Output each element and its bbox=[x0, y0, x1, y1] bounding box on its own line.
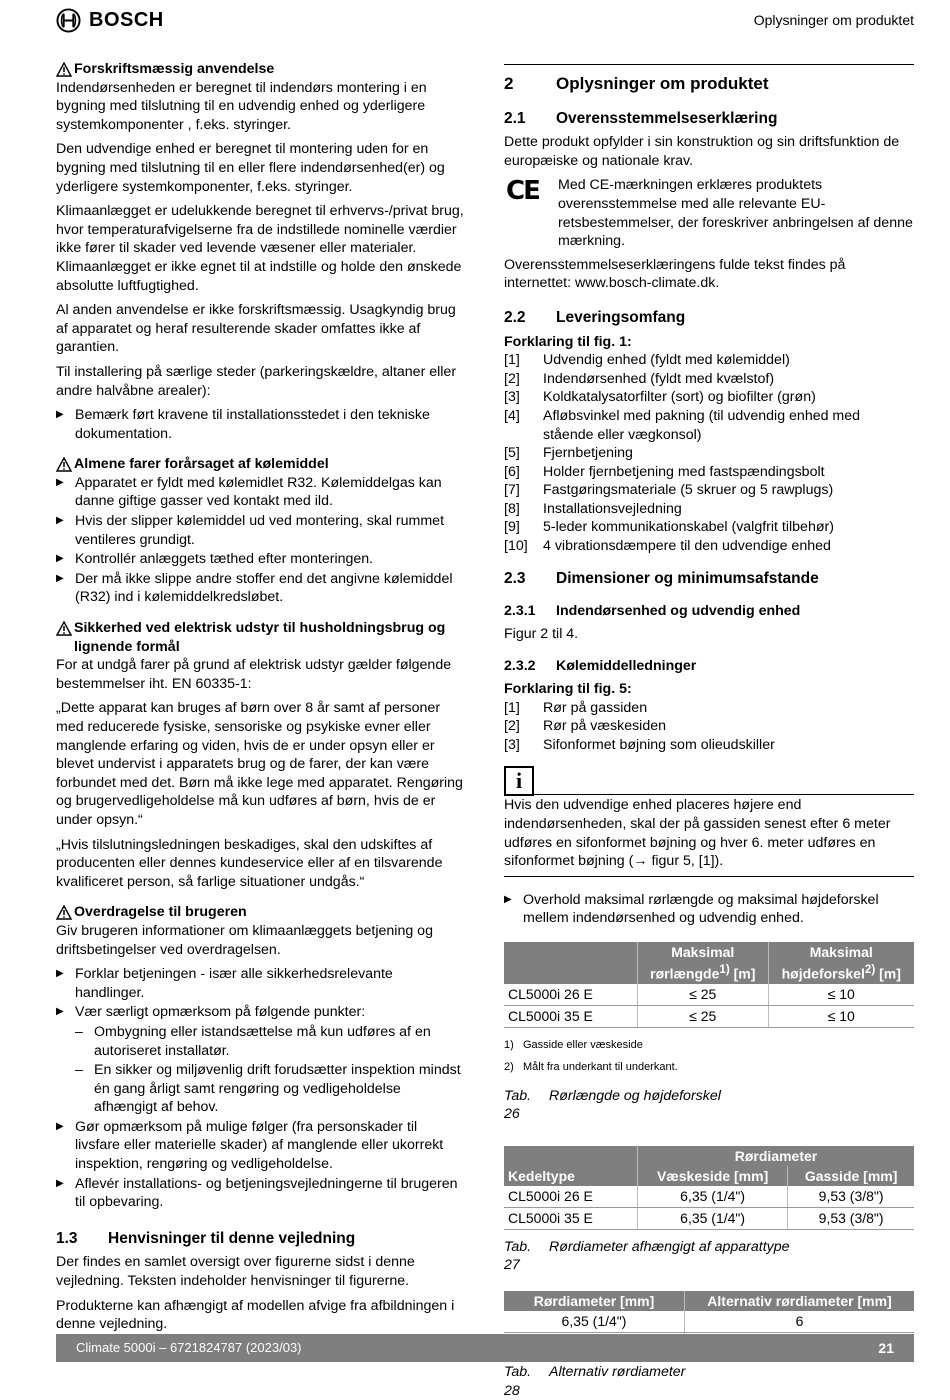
bullet-arrow-icon: ▶ bbox=[504, 893, 512, 905]
table-footnote: 2) Målt fra underkant til underkant. bbox=[504, 1060, 678, 1073]
legend-item: [5] Fjernbetjening bbox=[504, 445, 633, 462]
table-caption: Tab. 27 Rørdiameter afhængigt af apparattype bbox=[504, 1238, 790, 1274]
paragraph: For at undgå farer på grund af elektrisk udstyr gælder følgende bestemmelser iht. EN 60335-1: bbox=[56, 657, 452, 692]
footer-text: Climate 5000i – 6721824787 (2023/03) bbox=[76, 1340, 302, 1355]
brand-name: BOSCH bbox=[89, 9, 164, 32]
bullet-item: ▶ Hvis der slipper kølemiddel ud ved montering, skal rummet ventileres grundigt. bbox=[56, 513, 445, 548]
bosch-logo bbox=[56, 8, 164, 33]
legend-item: [9] 5-leder kommunikationskabel (valgfrit tilbehør) bbox=[504, 519, 834, 536]
bullet-arrow-icon: ▶ bbox=[56, 409, 64, 421]
paragraph: Indendørsenheden er beregnet til indendørs montering i en bygning med tilslutning til en udvendig enhed og yderligere systemkomponenter , f.eks. styringer. bbox=[56, 79, 427, 133]
column-header: Gasside [mm] bbox=[788, 1166, 914, 1186]
bullet-arrow-icon: ▶ bbox=[56, 1177, 64, 1189]
warning-triangle-icon bbox=[56, 621, 72, 636]
section-heading: 2.2 Leveringsomfang bbox=[504, 308, 686, 326]
subsection-heading: 2.3.2 Kølemiddelledninger bbox=[504, 658, 697, 675]
column-header: Væskeside [mm] bbox=[638, 1166, 788, 1186]
bullet-arrow-icon: ▶ bbox=[56, 1120, 64, 1132]
paragraph: Den udvendige enhed er beregnet til montering uden for en bygning med tilslutning til en eller flere indendørsenhed(er) og yderligere systemkomponenter, f.eks. styringer. bbox=[56, 141, 445, 195]
table-caption: Tab. 26 Rørlængde og højdeforskel bbox=[504, 1087, 721, 1123]
paragraph: Figur 2 til 4. bbox=[504, 625, 579, 642]
legend-title: Forklaring til fig. 1: bbox=[504, 333, 632, 350]
column-header: Maksimal rørlængde$^{1)}$ [m] bbox=[638, 942, 769, 984]
warning-triangle-icon bbox=[56, 457, 72, 472]
legend-title: Forklaring til fig. 5: bbox=[504, 681, 632, 698]
column-header: Alternativ rørdiameter [mm] bbox=[685, 1291, 915, 1311]
bullet-item: ▶ Gør opmærksom på mulige følger (fra personskader til livsfare eller materielle skader) af manglende eller ukorrekt inspektion, rengøring og vedligeholdelse. bbox=[56, 1118, 444, 1173]
page-footer bbox=[56, 1334, 914, 1362]
table-footnote: 1) Gasside eller væskeside bbox=[504, 1038, 643, 1051]
bullet-item: ▶ Forklar betjeningen - især alle sikkerhedsrelevante handlinger. bbox=[56, 966, 393, 1001]
bullet-item: ▶ Aflevér installations- og betjeningsvejledningerne til brugeren til opbevaring. bbox=[56, 1175, 458, 1211]
bullet-arrow-icon: ▶ bbox=[56, 515, 64, 527]
chapter-heading: 2 Oplysninger om produktet bbox=[504, 64, 914, 94]
paragraph: Til installering på særlige steder (parkeringskældre, altaner eller andre halvåbne arealer): bbox=[56, 363, 457, 399]
legend-item: [8] Installationsvejledning bbox=[504, 500, 682, 517]
section-heading: 2.1 Overensstemmelseserklæring bbox=[504, 109, 778, 127]
column-header: Kedeltype bbox=[504, 1166, 638, 1186]
right-column bbox=[504, 64, 914, 1400]
legend-item: [2] Indendørsenhed (fyldt med kvælstof) bbox=[504, 370, 775, 387]
bullet-item: ▶ Apparatet er fyldt med kølemidlet R32. Kølemiddelgas kan danne giftige gasser ved kontakt med ild. bbox=[56, 474, 442, 510]
bullet-arrow-icon: ▶ bbox=[56, 553, 64, 565]
legend-item: [1] Udvendig enhed (fyldt med kølemiddel) bbox=[504, 352, 790, 369]
paragraph: Klimaanlægget er udelukkende beregnet til erhvervs-/privat brug, hvor temperaturafvigelserne fra de indstillede nominelle værdier ikke fører til skader ved levende væsener eller materialer. Klimaanlægget er ikke egnet til at indstille og holde den ønskede absolutte luftfugtighed. bbox=[56, 203, 464, 294]
column-header: Maksimal højdeforskel$^{2)}$ [m] bbox=[768, 942, 914, 984]
bullet-item: ▶ Der må ikke slippe andre stoffer end det angivne kølemiddel (R32) ind i kølemiddelkredsløbet. bbox=[56, 570, 453, 606]
bullet-arrow-icon: ▶ bbox=[56, 1006, 64, 1018]
table-26 bbox=[504, 942, 914, 1028]
bullet-item: ▶ Overhold maksimal rørlængde og maksimal højdeforskel mellem indendørsenhed og udvendig enhed. bbox=[504, 891, 879, 927]
dash-item: – Ombygning eller istandsættelse må kun udføres af en autoriseret installatør. bbox=[75, 1023, 431, 1059]
legend-item: [2] Rør på væskesiden bbox=[504, 718, 667, 735]
warning-heading: Sikkerhed ved elektrisk udstyr til husholdningsbrug og lignende formål bbox=[56, 619, 466, 656]
column-header: Rørdiameter [mm] bbox=[504, 1291, 685, 1311]
paragraph: Giv brugeren informationer om klimaanlæggets betjening og driftsbetingelser ved overdragelsen. bbox=[56, 922, 433, 958]
paragraph: Overensstemmelseserklæringens fulde tekst findes på internettet: www.bosch-climate.dk. bbox=[504, 256, 846, 292]
bullet-arrow-icon: ▶ bbox=[56, 572, 64, 584]
column-group-header: Rørdiameter bbox=[638, 1146, 915, 1166]
ce-mark-icon: CE bbox=[506, 176, 539, 207]
legend-item: [4] Afløbsvinkel med pakning (til udvendig enhed med stående eller vægkonsol) bbox=[504, 407, 861, 443]
running-header: Oplysninger om produktet bbox=[753, 12, 914, 28]
bosch-armature-icon bbox=[56, 8, 81, 33]
section-heading: 2.3 Dimensioner og minimumsafstande bbox=[504, 569, 819, 587]
info-box bbox=[504, 766, 914, 876]
legend-item: [3] Sifonformet bøjning som olieudskiller bbox=[504, 736, 775, 753]
legend-item: [10] 4 vibrationsdæmpere til den udvendige enhed bbox=[504, 538, 831, 555]
page-header bbox=[56, 8, 914, 34]
dash-item: – En sikker og miljøvenlig drift forudsætter inspektion mindst én gang årligt samt rengøring og vedligeholdelse afhængigt af behov. bbox=[75, 1062, 461, 1116]
info-icon: i bbox=[504, 766, 534, 796]
warning-heading: Overdragelse til brugeren bbox=[56, 903, 466, 922]
bullet-arrow-icon: ▶ bbox=[56, 968, 64, 980]
left-column bbox=[56, 56, 466, 1340]
table-row: CL5000i 35 E 6,35 (1/4") 9,53 (3/8") bbox=[504, 1207, 914, 1229]
table-row: CL5000i 26 E ≤ 25 ≤ 10 bbox=[504, 984, 914, 1006]
section-heading: 1.3 Henvisninger til denne vejledning bbox=[56, 1229, 356, 1247]
page-number: 21 bbox=[878, 1340, 894, 1356]
legend-item: [3] Koldkatalysatorfilter (sort) og biofilter (grøn) bbox=[504, 389, 816, 406]
info-text: Hvis den udvendige enhed placeres højere end indendørsenheden, skal der på gassiden senest efter 6 meter udføres en sifonformet bøjning og hver 6. meter udføres en sifonformet bøjning (→ figur 5, [1]). bbox=[504, 796, 914, 876]
paragraph: Der findes en samlet oversigt over figurerne sidst i denne vejledning. Teksten indeholder henvisninger til figurerne. bbox=[56, 1254, 415, 1290]
table-27 bbox=[504, 1146, 914, 1230]
warning-triangle-icon bbox=[56, 62, 72, 77]
table-row: CL5000i 26 E 6,35 (1/4") 9,53 (3/8") bbox=[504, 1186, 914, 1208]
legend-list bbox=[504, 699, 914, 755]
warning-triangle-icon bbox=[56, 905, 72, 920]
paragraph: „Dette apparat kan bruges af børn over 8 år samt af personer med reducerede fysiske, sensoriske og psykiske evner eller manglende erfaring og viden, hvis de er under opsyn eller er blevet undervist i apparatets brug og de farer, der kan være forbundet med det. Børn må ikke lege med apparatet. Rengøring og brugervedligeholdelse må kun udføres af børn, hvis de er under opsyn.“ bbox=[56, 700, 463, 828]
table-row: 6,35 (1/4") 6 bbox=[504, 1311, 914, 1333]
legend-item: [1] Rør på gassiden bbox=[504, 699, 648, 716]
bullet-item: ▶ Bemærk ført kravene til installationsstedet i den tekniske dokumentation. bbox=[56, 407, 430, 442]
warning-heading: Forskriftsmæssig anvendelse bbox=[56, 60, 466, 79]
warning-heading: Almene farer forårsaget af kølemiddel bbox=[56, 455, 466, 474]
paragraph: Produkterne kan afhængigt af modellen afvige fra afbildningen i denne vejledning. bbox=[56, 1297, 455, 1333]
table-caption: Tab. 28 Alternativ rørdiameter bbox=[504, 1364, 686, 1399]
table-row: CL5000i 35 E ≤ 25 ≤ 10 bbox=[504, 1005, 914, 1027]
legend-item: [6] Holder fjernbetjening med fastspændingsbolt bbox=[504, 463, 825, 480]
bullet-item: ▶ Vær særligt opmærksom på følgende punkter: bbox=[56, 1004, 366, 1021]
paragraph: Al anden anvendelse er ikke forskriftsmæssig. Usagkyndig brug af apparatet og heraf resulterende skader omfattes ikke af garantien. bbox=[56, 302, 456, 356]
paragraph: „Hvis tilslutningsledningen beskadiges, skal den udskiftes af producenten eller dennes kundeservice eller af en tilsvarende kvalificeret person, så farlige situationer undgås.“ bbox=[56, 836, 443, 890]
bullet-arrow-icon: ▶ bbox=[56, 476, 64, 488]
legend-list bbox=[504, 351, 914, 556]
legend-item: [7] Fastgøringsmateriale (5 skruer og 5 rawplugs) bbox=[504, 482, 834, 499]
ce-note: CE Med CE-mærkningen erklæres produktets overensstemmelse med alle relevante EU-retsbestemmelser, der foreskriver anbringelsen af denne mærkning. bbox=[506, 176, 913, 250]
subsection-heading: 2.3.1 Indendørsenhed og udvendig enhed bbox=[504, 603, 801, 620]
paragraph: Dette produkt opfylder i sin konstruktion og sin driftsfunktion de europæiske og nationale krav. bbox=[504, 134, 900, 169]
bullet-item: ▶ Kontrollér anlæggets tæthed efter monteringen. bbox=[56, 551, 374, 568]
